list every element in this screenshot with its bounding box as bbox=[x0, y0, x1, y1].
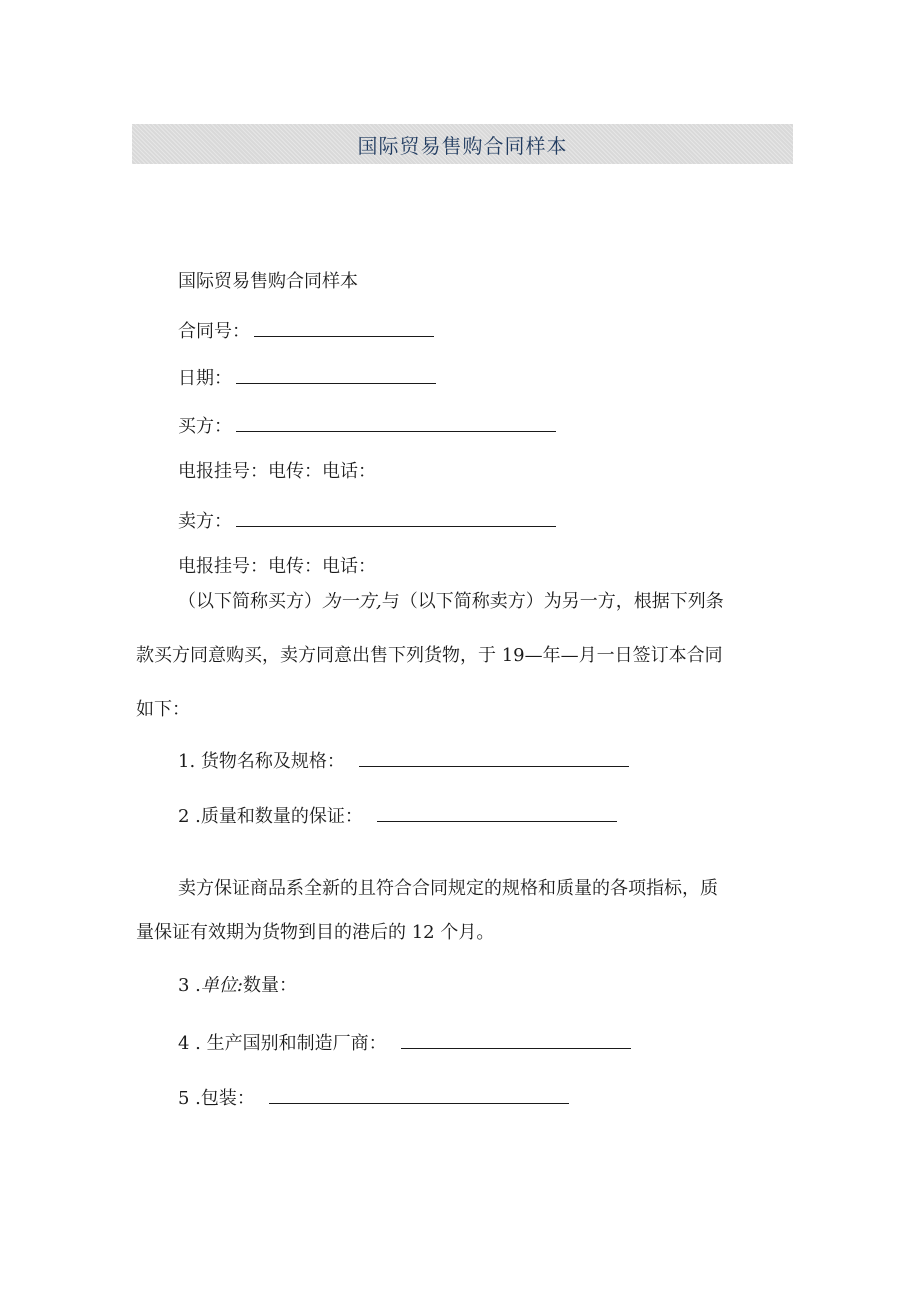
contract-no-label: 合同号： bbox=[178, 321, 250, 342]
item-2-label: 2 .质量和数量的保证： bbox=[178, 806, 363, 827]
item-5-blank bbox=[269, 1085, 569, 1104]
buyer-label: 买方： bbox=[178, 416, 232, 437]
item-3-italic: 单位: bbox=[200, 975, 243, 996]
contract-no-blank bbox=[254, 318, 434, 337]
intro-part-b: 为一方, bbox=[322, 591, 382, 612]
buyer-line bbox=[178, 413, 556, 439]
date-label: 日期： bbox=[178, 368, 232, 389]
seller-blank bbox=[236, 508, 556, 527]
item-2-blank bbox=[377, 803, 617, 822]
header-bar bbox=[132, 124, 793, 164]
intro-line-3: 如下： bbox=[136, 699, 190, 720]
item-1-line bbox=[178, 748, 629, 774]
buyer-contact: 电报挂号：电传：电话： bbox=[178, 461, 376, 482]
item-1-label: 1. 货物名称及规格： bbox=[178, 751, 345, 772]
item-4-label: 4 . 生产国别和制造厂商： bbox=[178, 1033, 387, 1054]
doc-subtitle: 国际贸易售购合同样本 bbox=[178, 271, 358, 292]
quality-line-1: 卖方保证商品系全新的且符合合同规定的规格和质量的各项指标，质 bbox=[178, 878, 718, 899]
date-line bbox=[178, 365, 436, 391]
seller-label: 卖方： bbox=[178, 511, 232, 532]
item-1-blank bbox=[359, 748, 629, 767]
item-2-line bbox=[178, 803, 617, 829]
item-3-num: 3 . bbox=[178, 975, 201, 996]
intro-part-a: （以下简称买方） bbox=[178, 591, 322, 612]
quality-line-2: 量保证有效期为货物到目的港后的 12 个月。 bbox=[136, 922, 495, 943]
seller-contact: 电报挂号：电传：电话： bbox=[178, 556, 376, 577]
item-4-blank bbox=[401, 1030, 631, 1049]
item-5-label: 5 .包装： bbox=[178, 1088, 255, 1109]
item-4-line bbox=[178, 1030, 631, 1056]
date-blank bbox=[236, 365, 436, 384]
item-5-line bbox=[178, 1085, 569, 1111]
contract-no-line bbox=[178, 318, 434, 344]
item-3-line bbox=[178, 974, 297, 998]
seller-line bbox=[178, 508, 556, 534]
item-3-rest: 数量： bbox=[242, 975, 297, 996]
buyer-blank bbox=[236, 413, 556, 432]
intro-line-2: 款买方同意购买，卖方同意出售下列货物，于 19—年—月一日签订本合同 bbox=[136, 645, 723, 666]
intro-line-1 bbox=[178, 587, 724, 613]
intro-part-c: 与（以下简称卖方）为另一方，根据下列条 bbox=[381, 591, 724, 612]
header-title: 国际贸易售购合同样本 bbox=[357, 133, 568, 158]
